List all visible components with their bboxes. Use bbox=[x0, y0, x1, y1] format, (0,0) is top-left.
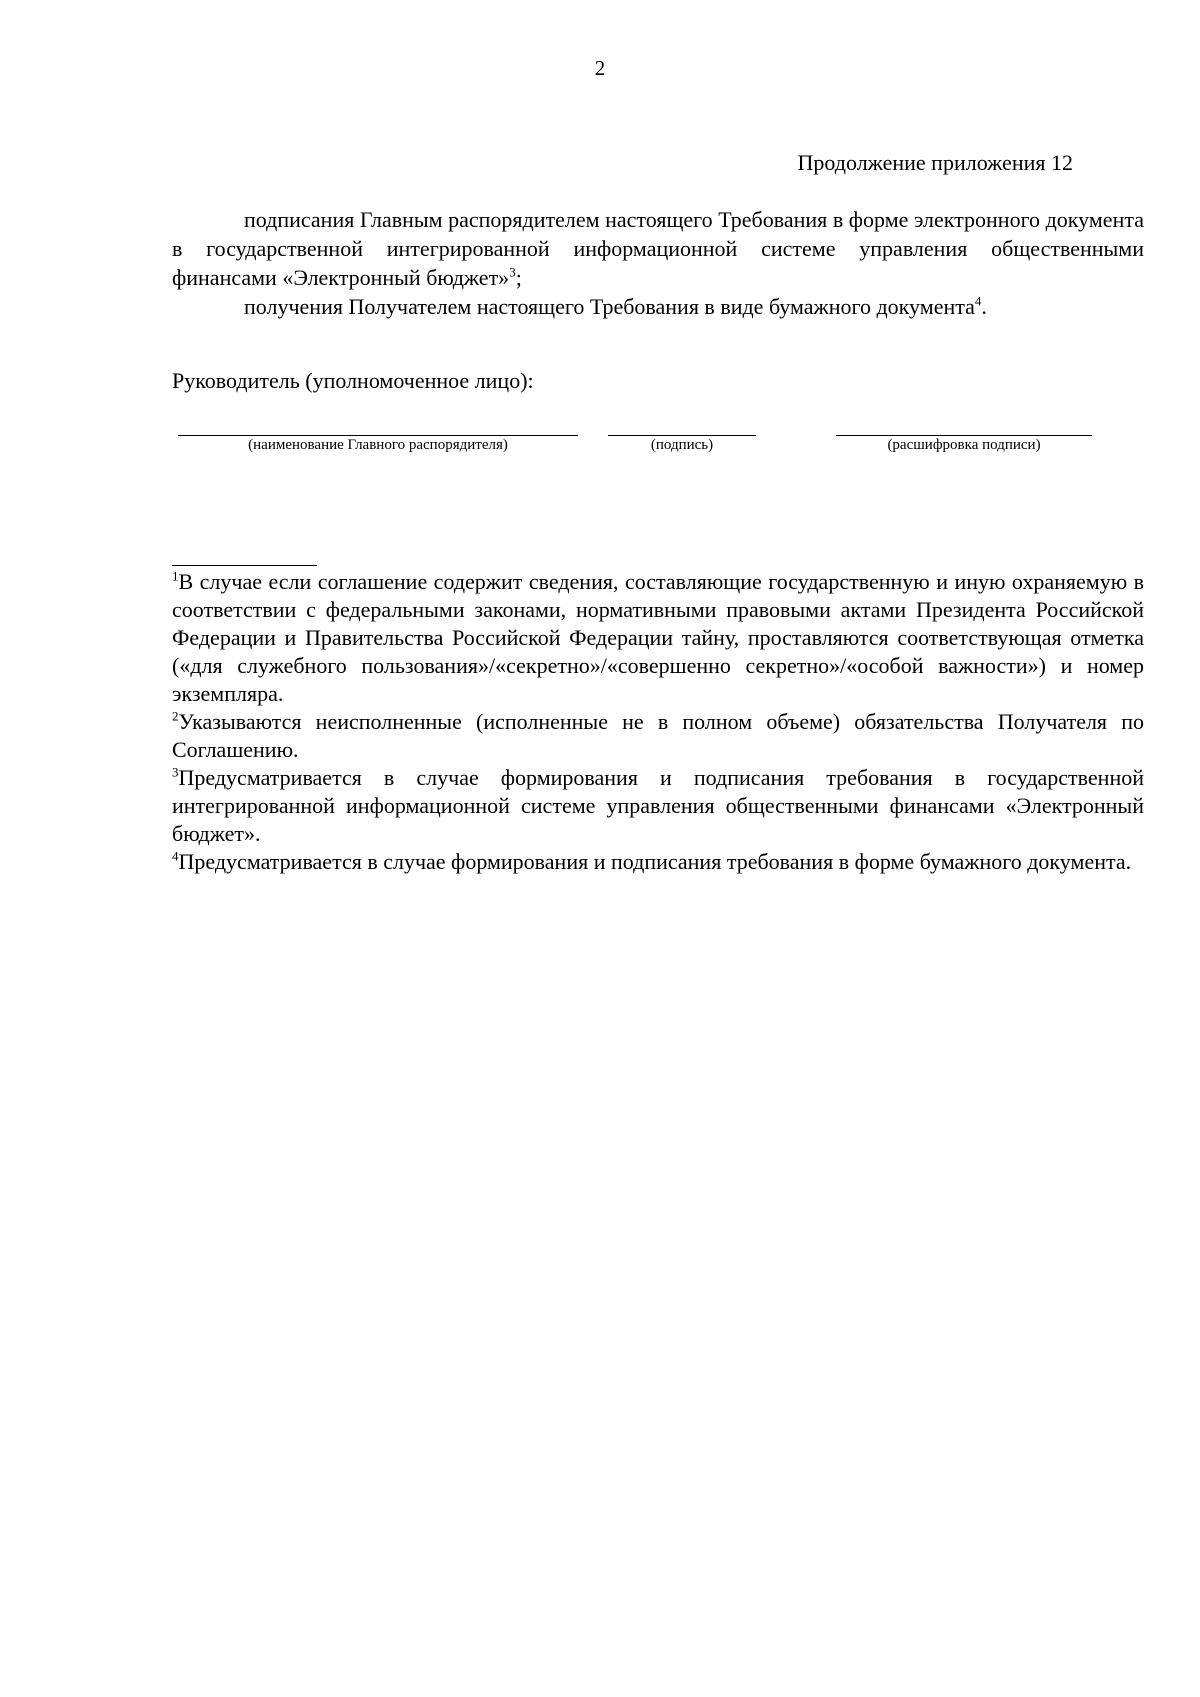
footnote-1 bbox=[172, 568, 1144, 708]
footnote-mark-2: 2 bbox=[172, 708, 179, 724]
footnote-ref-3: 3 bbox=[509, 264, 516, 280]
appendix-label: Продолжение приложения 12 bbox=[797, 150, 1073, 175]
body-paragraph-1-suffix: ; bbox=[515, 265, 522, 290]
footnotes bbox=[172, 568, 1144, 876]
footnote-text-3: Предусматривается в случае формирования и подписания требования в государственной интегрированной информационной системе управления общественными финансами «Электронный бюджет». bbox=[172, 765, 1144, 846]
signature-line-decoding bbox=[836, 435, 1092, 436]
footnote-4 bbox=[172, 848, 1144, 876]
body-paragraph-1-text: подписания Главным распорядителем настоящего Требования в форме электронного документа в государственной интегрированной информационной системе управления общественными финансами «Электронный бюджет» bbox=[172, 207, 1144, 290]
footnote-text-1: В случае если соглашение содержит сведения, составляющие государственную и иную охраняемую в соответствии с федеральными законами, нормативными правовыми актами Президента Российской Федерации и Правительства Российской Федерации тайну, проставляются соответствующая отметка («для служебного пользования»/«секретно»/«совершенно секретно»/«особой важности») и номер экземпляра. bbox=[172, 569, 1144, 706]
signature-caption-signature: (подпись) bbox=[650, 437, 714, 453]
footnote-ref-4: 4 bbox=[974, 293, 982, 309]
footnote-3 bbox=[172, 764, 1144, 848]
body-paragraph-2-text: получения Получателем настоящего Требования в виде бумажного документа bbox=[244, 294, 975, 319]
footnote-mark-3: 3 bbox=[172, 764, 179, 780]
body-paragraph-2-suffix: . bbox=[981, 294, 987, 319]
footnote-text-4: Предусматривается в случае формирования и подписания требования в форме бумажного документа. bbox=[178, 849, 1132, 874]
footnote-2 bbox=[172, 708, 1144, 764]
signature-line-signature bbox=[608, 435, 756, 436]
footnote-separator bbox=[172, 565, 317, 566]
signature-heading: Руководитель (уполномоченное лицо): bbox=[172, 368, 534, 393]
signature-line-name bbox=[178, 435, 578, 436]
footnote-mark-4: 4 bbox=[172, 848, 179, 864]
page-number: 2 bbox=[594, 56, 606, 80]
footnote-text-2: Указываются неисполненные (исполненные не в полном объеме) обязательства Получателя по Соглашению. bbox=[172, 709, 1144, 762]
footnote-mark-1: 1 bbox=[172, 568, 179, 584]
signature-caption-name: (наименование Главного распорядителя) bbox=[248, 437, 508, 453]
body-text bbox=[172, 205, 1144, 321]
body-paragraph-2 bbox=[172, 292, 1144, 321]
body-paragraph-1 bbox=[172, 205, 1144, 292]
signature-caption-decoding: (расшифровка подписи) bbox=[887, 437, 1041, 453]
